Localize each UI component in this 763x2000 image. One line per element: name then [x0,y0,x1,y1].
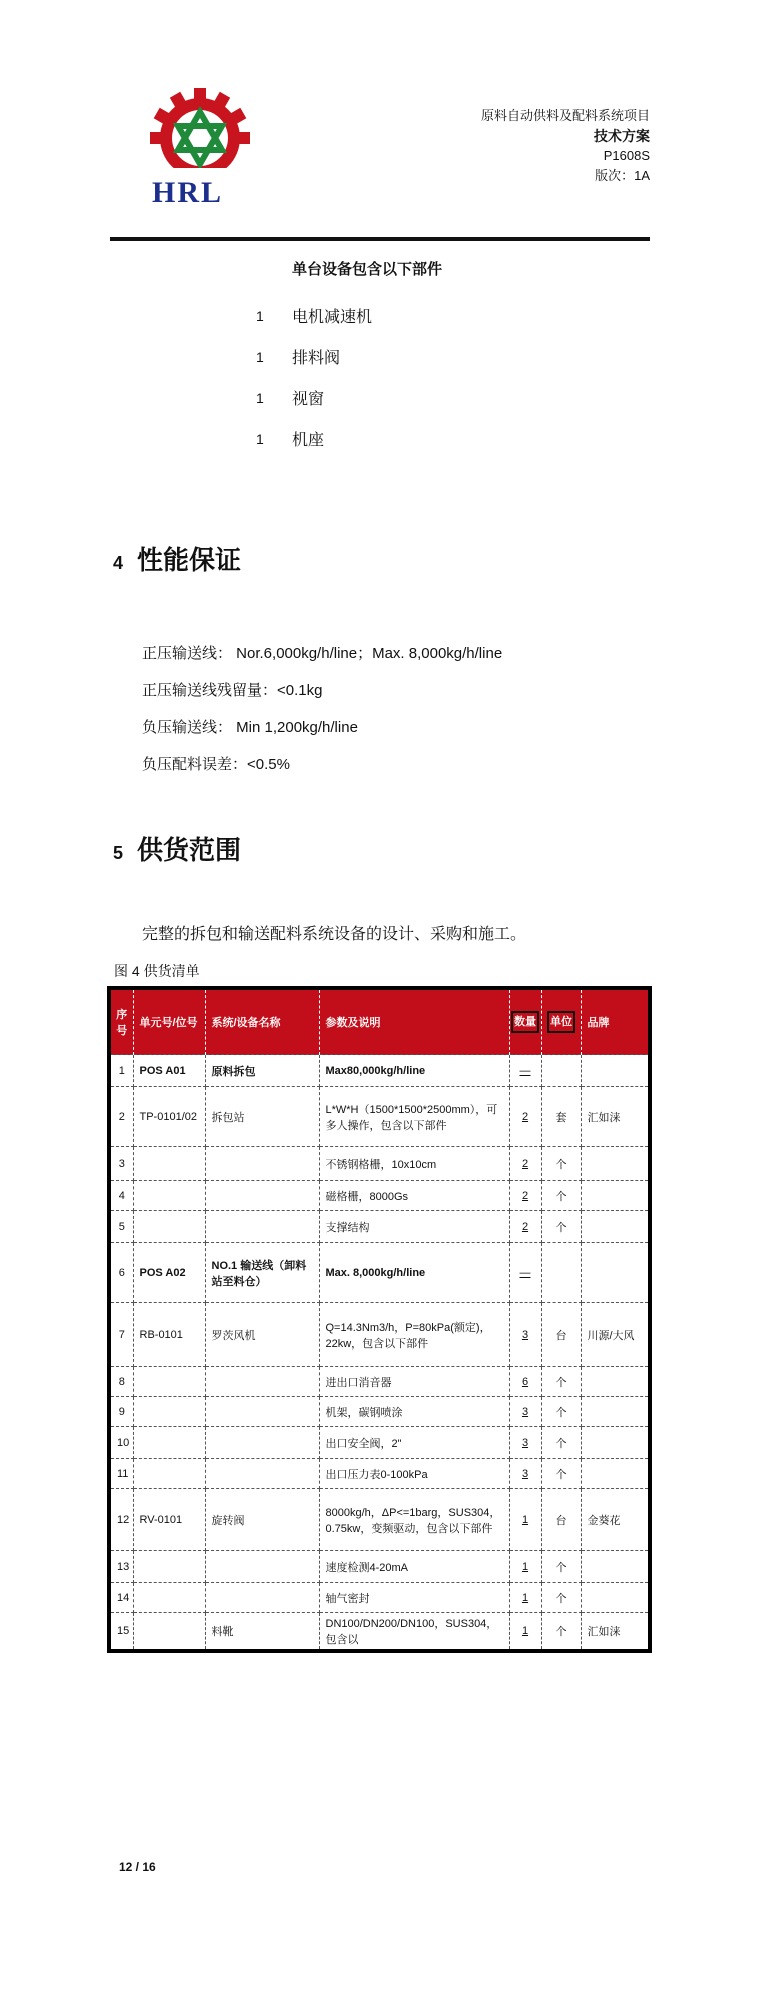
table-row [109,1243,650,1303]
performance-item: 正压输送线残留量：<0.1kg [142,682,323,699]
table-cell [581,1055,650,1087]
table-cell [205,1459,319,1489]
table-cell: 出口安全阀，2" [319,1427,509,1459]
table-cell [205,1181,319,1211]
table-cell: RV-0101 [133,1489,205,1551]
table-cell: 1 [509,1613,541,1652]
table-cell: 川源/大风 [581,1303,650,1367]
table-cell [581,1427,650,1459]
table-cell: 原料拆包 [205,1055,319,1087]
col-header: 单元号/位号 [133,988,205,1055]
table-cell [541,1243,581,1303]
col-header: 单位 [541,988,581,1055]
table-cell: Max. 8,000kg/h/line [319,1243,509,1303]
table-cell: 个 [541,1367,581,1397]
table-cell [205,1147,319,1181]
table-cell [581,1211,650,1243]
table-cell: 汇如涞 [581,1087,650,1147]
table-cell [133,1367,205,1397]
table-cell [541,1055,581,1087]
col-header: 系统/设备名称 [205,988,319,1055]
table-cell: 台 [541,1303,581,1367]
table-cell: 1 [509,1583,541,1613]
table-cell: 不锈钢格栅，10x10cm [319,1147,509,1181]
table-cell: Max80,000kg/h/line [319,1055,509,1087]
table-row [109,1147,650,1181]
project-title: 原料自动供料及配料系统项目 [480,108,650,123]
table-cell [133,1459,205,1489]
performance-item: 负压配料误差：<0.5% [142,756,290,773]
table-cell [133,1211,205,1243]
table-header-row [109,988,650,1055]
table-cell: 汇如涞 [581,1613,650,1652]
table-cell: 个 [541,1613,581,1652]
table-cell: 8000kg/h，ΔP<=1barg，SUS304，0.75kw，变频驱动，包含以下部件 [319,1489,509,1551]
table-cell: 2 [509,1181,541,1211]
table-cell: — [509,1055,541,1087]
table-cell: 6 [109,1243,133,1303]
doc-type: 技术方案 [594,128,650,144]
col-header: 参数及说明 [319,988,509,1055]
table-cell: 轴气密封 [319,1583,509,1613]
table-cell: 6 [509,1367,541,1397]
table-cell: 5 [109,1211,133,1243]
table-row [109,1551,650,1583]
table-cell [133,1551,205,1583]
table-cell: 金葵花 [581,1489,650,1551]
table-cell: 个 [541,1181,581,1211]
table-cell [133,1181,205,1211]
header-rule [110,237,650,241]
table-cell: 3 [509,1459,541,1489]
table-row [109,1459,650,1489]
table-row [109,1303,650,1367]
table-cell: — [509,1243,541,1303]
logo-text: HRL [152,176,224,209]
table-cell: 罗茨风机 [205,1303,319,1367]
table-cell: 2 [509,1087,541,1147]
table-cell: 3 [509,1397,541,1427]
table-cell: 套 [541,1087,581,1147]
table-cell: 个 [541,1459,581,1489]
table-row [109,1055,650,1087]
col-header: 序号 [109,988,133,1055]
table-row [109,1583,650,1613]
table-cell: RB-0101 [133,1303,205,1367]
table-row [109,1367,650,1397]
table-cell [133,1583,205,1613]
document-header [481,106,650,186]
performance-item: 正压输送线： Nor.6,000kg/h/line；Max. 8,000kg/h/line [142,645,503,662]
table-cell: 1 [509,1551,541,1583]
table-cell: 13 [109,1551,133,1583]
table-cell: 2 [509,1147,541,1181]
table-cell [581,1181,650,1211]
table-cell: 机架，碳钢喷涂 [319,1397,509,1427]
col-header: 数量 [509,988,541,1055]
table-cell [133,1147,205,1181]
table-cell: 支撑结构 [319,1211,509,1243]
table-cell: 14 [109,1583,133,1613]
table-cell: 10 [109,1427,133,1459]
table-cell: 个 [541,1583,581,1613]
table-cell: 拆包站 [205,1087,319,1147]
table-row [109,1087,650,1147]
table-row [109,1397,650,1427]
table-cell: 15 [109,1613,133,1652]
table-cell: 3 [109,1147,133,1181]
table-cell: POS A02 [133,1243,205,1303]
table-cell [205,1583,319,1613]
table-cell: 3 [509,1303,541,1367]
performance-list [142,635,502,783]
table-cell: 个 [541,1211,581,1243]
table-cell [581,1459,650,1489]
table-cell [133,1397,205,1427]
table-cell: 4 [109,1181,133,1211]
list-item: 1 视窗 [256,389,325,408]
table-cell [581,1243,650,1303]
performance-item: 负压输送线： Min 1,200kg/h/line [142,719,358,736]
parts-list [256,295,372,459]
supply-table [107,986,652,1653]
table-cell: 个 [541,1551,581,1583]
table-row [109,1181,650,1211]
table-cell: 12 [109,1489,133,1551]
table-cell: 个 [541,1397,581,1427]
section-5-heading: 5 供货范围 [113,835,242,865]
list-item: 1 电机减速机 [256,307,373,326]
table-cell: TP-0101/02 [133,1087,205,1147]
table-cell: 速度检测4-20mA [319,1551,509,1583]
table-cell: 磁格栅，8000Gs [319,1181,509,1211]
table-cell: 旋转阀 [205,1489,319,1551]
table-cell: 1 [109,1055,133,1087]
table-cell: 个 [541,1147,581,1181]
table-cell: 出口压力表0-100kPa [319,1459,509,1489]
table-cell: DN100/DN200/DN100，SUS304，包含以 [319,1613,509,1652]
table-cell: POS A01 [133,1055,205,1087]
table-row [109,1489,650,1551]
section-4-heading: 4 性能保证 [113,545,242,575]
table-cell: 2 [509,1211,541,1243]
table-cell [205,1551,319,1583]
table-cell: Q=14.3Nm3/h，P=80kPa(额定)，22kw，包含以下部件 [319,1303,509,1367]
table-cell [581,1583,650,1613]
col-header: 品牌 [581,988,650,1055]
table-cell [205,1397,319,1427]
table-cell: NO.1 输送线（卸料站至料仓） [205,1243,319,1303]
table-cell: 进出口消音器 [319,1367,509,1397]
table-cell: 1 [509,1489,541,1551]
table-cell: L*W*H（1500*1500*2500mm），可多人操作，包含以下部件 [319,1087,509,1147]
table-cell: 2 [109,1087,133,1147]
table-cell [133,1427,205,1459]
table-cell: 料靴 [205,1613,319,1652]
table-cell [581,1551,650,1583]
table-cell [205,1427,319,1459]
list-item: 1 排料阀 [256,348,341,367]
table-cell [581,1397,650,1427]
table-cell [581,1367,650,1397]
table-row [109,1613,650,1652]
doc-version: 版次：1A [595,168,650,183]
list-item: 1 机座 [256,430,325,449]
table-cell: 个 [541,1427,581,1459]
table-cell: 7 [109,1303,133,1367]
figure-caption: 图 4 供货清单 [114,963,200,979]
table-cell [205,1211,319,1243]
parts-title: 单台设备包含以下部件 [292,261,443,278]
table-cell: 3 [509,1427,541,1459]
table-cell [133,1613,205,1652]
table-cell: 台 [541,1489,581,1551]
doc-number: P1608S [603,148,650,163]
page-number: 12 / 16 [119,1860,156,1874]
supply-description: 完整的拆包和输送配料系统设备的设计、采购和施工。 [142,926,527,943]
table-cell [581,1147,650,1181]
table-row [109,1427,650,1459]
table-cell: 9 [109,1397,133,1427]
table-cell: 11 [109,1459,133,1489]
table-cell: 8 [109,1367,133,1397]
table-cell [205,1367,319,1397]
table-row [109,1211,650,1243]
